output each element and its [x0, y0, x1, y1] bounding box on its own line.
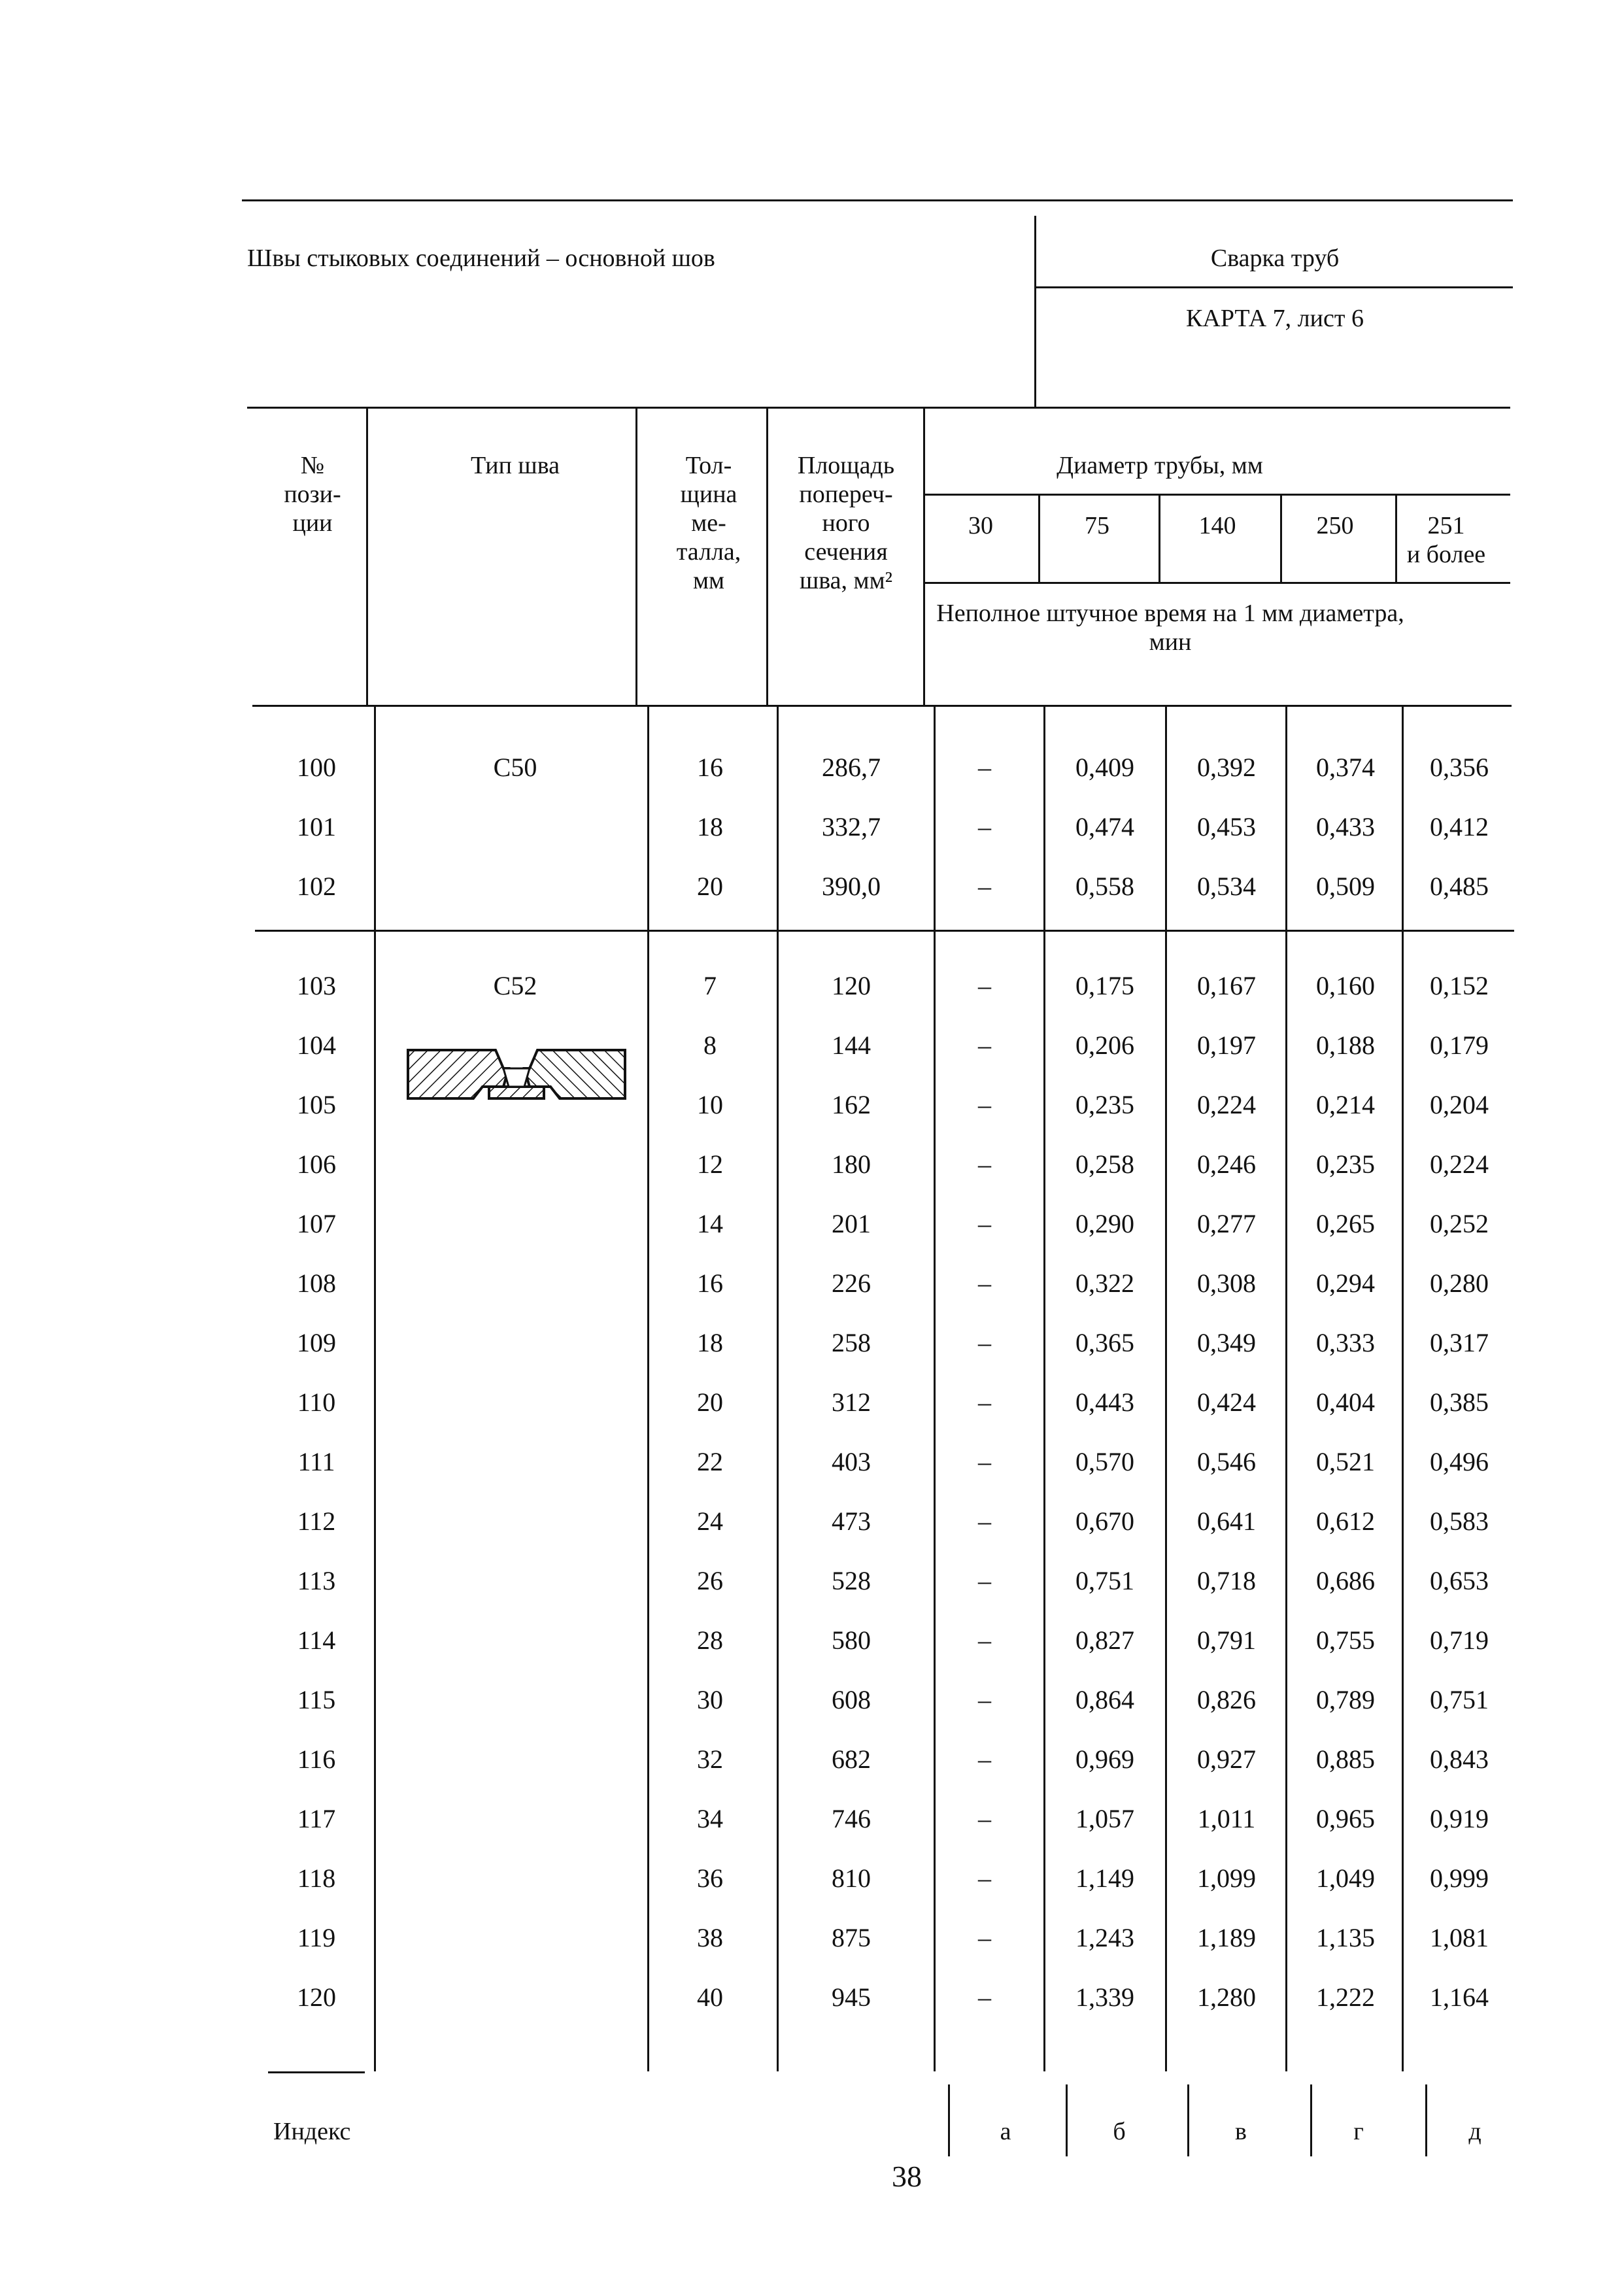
col-d30: 30	[968, 512, 993, 539]
row-area: 226	[832, 1268, 871, 1298]
row-thickness: 16	[697, 1268, 723, 1298]
index-value: д	[1468, 2118, 1481, 2145]
row-thickness: 8	[703, 1030, 717, 1060]
index-divider	[1425, 2084, 1427, 2156]
row-d75: 0,558	[1075, 872, 1134, 901]
col-d75: 75	[1085, 512, 1109, 539]
row-area: 528	[832, 1566, 871, 1595]
row-d251: 0,356	[1430, 753, 1489, 782]
row-position: 102	[297, 872, 336, 901]
row-d75: 1,243	[1075, 1923, 1134, 1952]
row-thickness: 18	[697, 1328, 723, 1357]
index-divider	[948, 2084, 950, 2156]
row-d140: 0,641	[1197, 1506, 1256, 1536]
row-d140: 1,011	[1197, 1804, 1256, 1833]
row-d251: 0,412	[1430, 812, 1489, 842]
row-d251: 0,204	[1430, 1090, 1489, 1119]
row-position: 103	[297, 971, 336, 1000]
row-d140: 0,546	[1197, 1447, 1256, 1476]
row-area: 403	[832, 1447, 871, 1476]
index-value: а	[1000, 2118, 1011, 2145]
column-rule	[635, 407, 637, 705]
row-d140: 0,246	[1197, 1149, 1256, 1179]
col-thickness-header: мм	[692, 567, 725, 594]
row-d140: 0,927	[1197, 1744, 1256, 1774]
row-d30: –	[978, 1090, 991, 1119]
row-d251: 0,719	[1430, 1625, 1489, 1655]
column-rule	[374, 705, 376, 2071]
row-d140: 1,099	[1197, 1863, 1256, 1893]
row-position: 119	[297, 1923, 336, 1952]
table-top-rule	[247, 407, 1510, 409]
row-d75: 0,258	[1075, 1149, 1134, 1179]
column-rule	[1285, 705, 1287, 2071]
row-d251: 0,583	[1430, 1506, 1489, 1536]
row-d251: 0,252	[1430, 1209, 1489, 1238]
row-d251: 0,385	[1430, 1387, 1489, 1417]
row-d30: –	[978, 1268, 991, 1298]
row-d250: 0,404	[1316, 1387, 1375, 1417]
row-d140: 0,424	[1197, 1387, 1256, 1417]
col-position-header: №	[300, 452, 325, 479]
col-area-header: шва, мм²	[799, 567, 893, 594]
row-d75: 0,670	[1075, 1506, 1134, 1536]
column-rule	[934, 705, 936, 2071]
row-d250: 0,965	[1316, 1804, 1375, 1833]
row-d250: 1,222	[1316, 1982, 1375, 2012]
row-d30: –	[978, 1328, 991, 1357]
row-d251: 0,999	[1430, 1863, 1489, 1893]
row-area: 286,7	[822, 753, 881, 782]
row-d250: 0,160	[1316, 971, 1375, 1000]
row-position: 105	[297, 1090, 336, 1119]
col-area-header: сечения	[804, 538, 888, 566]
row-thickness: 16	[697, 753, 723, 782]
row-d75: 0,864	[1075, 1685, 1134, 1714]
index-divider	[1187, 2084, 1189, 2156]
row-d30: –	[978, 1804, 991, 1833]
row-position: 118	[297, 1863, 336, 1893]
row-d75: 0,365	[1075, 1328, 1134, 1357]
row-d251: 0,224	[1430, 1149, 1489, 1179]
row-d30: –	[978, 1982, 991, 2012]
weld-type-label: С52	[493, 971, 537, 1000]
row-thickness: 10	[697, 1090, 723, 1119]
row-area: 162	[832, 1090, 871, 1119]
col-time-header: мин	[1149, 628, 1192, 656]
row-thickness: 12	[697, 1149, 723, 1179]
row-area: 390,0	[822, 872, 881, 901]
row-d250: 0,188	[1316, 1030, 1375, 1060]
col-position-header: ции	[292, 509, 333, 537]
row-d251: 0,496	[1430, 1447, 1489, 1476]
column-rule	[1402, 705, 1404, 2071]
row-d30: –	[978, 1566, 991, 1595]
row-position: 117	[297, 1804, 336, 1833]
table-bottom-rule	[268, 2071, 365, 2073]
row-d250: 0,333	[1316, 1328, 1375, 1357]
column-rule	[1165, 705, 1167, 2071]
row-area: 875	[832, 1923, 871, 1952]
row-area: 258	[832, 1328, 871, 1357]
diameter-subcol-divider	[1395, 496, 1397, 582]
row-d250: 0,214	[1316, 1090, 1375, 1119]
row-d140: 0,826	[1197, 1685, 1256, 1714]
row-thickness: 7	[703, 971, 717, 1000]
row-d75: 0,175	[1075, 971, 1134, 1000]
row-d251: 0,919	[1430, 1804, 1489, 1833]
row-thickness: 20	[697, 872, 723, 901]
row-d75: 1,149	[1075, 1863, 1134, 1893]
row-d250: 0,885	[1316, 1744, 1375, 1774]
row-position: 110	[297, 1387, 336, 1417]
row-d30: –	[978, 872, 991, 901]
row-d250: 0,686	[1316, 1566, 1375, 1595]
col-d140: 140	[1198, 512, 1236, 539]
row-area: 580	[832, 1625, 871, 1655]
row-thickness: 32	[697, 1744, 723, 1774]
row-position: 101	[297, 812, 336, 842]
col-thickness-header: Тол-	[685, 452, 732, 479]
row-d251: 0,653	[1430, 1566, 1489, 1595]
col-diameter-header: Диаметр трубы, мм	[1057, 452, 1263, 479]
row-thickness: 36	[697, 1863, 723, 1893]
row-area: 312	[832, 1387, 871, 1417]
row-d250: 0,612	[1316, 1506, 1375, 1536]
row-area: 682	[832, 1744, 871, 1774]
index-label: Индекс	[273, 2118, 351, 2145]
row-d75: 0,409	[1075, 753, 1134, 782]
row-d30: –	[978, 971, 991, 1000]
row-d30: –	[978, 1447, 991, 1476]
row-d75: 0,969	[1075, 1744, 1134, 1774]
row-d30: –	[978, 1923, 991, 1952]
row-d30: –	[978, 1863, 991, 1893]
row-d75: 0,570	[1075, 1447, 1134, 1476]
row-position: 111	[297, 1447, 335, 1476]
row-d251: 1,081	[1430, 1923, 1489, 1952]
row-position: 116	[297, 1744, 336, 1774]
row-d251: 0,843	[1430, 1744, 1489, 1774]
index-divider	[1310, 2084, 1312, 2156]
diameter-subcol-divider	[1038, 496, 1040, 582]
header-mid-rule	[1036, 286, 1513, 288]
row-position: 106	[297, 1149, 336, 1179]
index-value: г	[1353, 2118, 1364, 2145]
row-d251: 0,179	[1430, 1030, 1489, 1060]
row-d30: –	[978, 812, 991, 842]
index-value: в	[1235, 2118, 1247, 2145]
row-d250: 0,509	[1316, 872, 1375, 901]
row-thickness: 18	[697, 812, 723, 842]
section-title: Швы стыковых соединений – основной шов	[247, 245, 715, 272]
row-d250: 1,135	[1316, 1923, 1375, 1952]
row-position: 115	[297, 1685, 336, 1714]
row-position: 100	[297, 753, 336, 782]
column-rule	[647, 705, 649, 2071]
col-position-header: пози-	[284, 481, 341, 508]
row-d30: –	[978, 1149, 991, 1179]
col-thickness-header: щина	[680, 481, 737, 508]
row-area: 120	[832, 971, 871, 1000]
row-d75: 0,827	[1075, 1625, 1134, 1655]
row-d30: –	[978, 1744, 991, 1774]
row-d140: 0,308	[1197, 1268, 1256, 1298]
header-bottom-rule	[252, 705, 1512, 707]
row-d75: 0,206	[1075, 1030, 1134, 1060]
row-d250: 0,789	[1316, 1685, 1375, 1714]
row-d250: 0,235	[1316, 1149, 1375, 1179]
col-time-header: Неполное штучное время на 1 мм диаметра,	[936, 600, 1404, 627]
row-d251: 1,164	[1430, 1982, 1489, 2012]
diameter-rule	[923, 494, 1510, 496]
row-d140: 0,349	[1197, 1328, 1256, 1357]
row-d140: 0,392	[1197, 753, 1256, 782]
column-rule	[366, 407, 368, 705]
row-thickness: 22	[697, 1447, 723, 1476]
col-d250: 250	[1316, 512, 1354, 539]
col-area-header: ного	[822, 509, 870, 537]
col-thickness-header: талла,	[676, 538, 741, 566]
col-area-header: попереч-	[799, 481, 893, 508]
row-d250: 0,433	[1316, 812, 1375, 842]
row-d75: 0,443	[1075, 1387, 1134, 1417]
col-type-header: Тип шва	[470, 452, 560, 479]
row-position: 120	[297, 1982, 336, 2012]
top-rule	[242, 199, 1513, 201]
diameter-subcol-divider	[1280, 496, 1282, 582]
row-d250: 0,294	[1316, 1268, 1375, 1298]
weld-type-label: С50	[493, 753, 537, 782]
row-area: 608	[832, 1685, 871, 1714]
row-thickness: 34	[697, 1804, 723, 1833]
row-d251: 0,317	[1430, 1328, 1489, 1357]
row-d30: –	[978, 753, 991, 782]
row-d140: 0,167	[1197, 971, 1256, 1000]
row-d30: –	[978, 1387, 991, 1417]
row-d75: 0,235	[1075, 1090, 1134, 1119]
col-d251: 251	[1427, 512, 1465, 539]
row-area: 201	[832, 1209, 871, 1238]
row-thickness: 28	[697, 1625, 723, 1655]
row-d30: –	[978, 1506, 991, 1536]
row-d251: 0,152	[1430, 971, 1489, 1000]
row-d250: 0,265	[1316, 1209, 1375, 1238]
row-d75: 1,057	[1075, 1804, 1134, 1833]
row-d140: 1,189	[1197, 1923, 1256, 1952]
row-d140: 0,277	[1197, 1209, 1256, 1238]
row-position: 113	[297, 1566, 336, 1595]
row-area: 746	[832, 1804, 871, 1833]
col-thickness-header: ме-	[691, 509, 726, 537]
row-position: 109	[297, 1328, 336, 1357]
row-thickness: 24	[697, 1506, 723, 1536]
page-number: 38	[892, 2160, 922, 2193]
row-area: 473	[832, 1506, 871, 1536]
card-category: Сварка труб	[1210, 245, 1340, 272]
col-area-header: Площадь	[797, 452, 895, 479]
row-d140: 0,197	[1197, 1030, 1256, 1060]
card-number: КАРТА 7, лист 6	[1186, 305, 1364, 332]
row-d251: 0,751	[1430, 1685, 1489, 1714]
row-thickness: 26	[697, 1566, 723, 1595]
row-d250: 1,049	[1316, 1863, 1375, 1893]
row-area: 945	[832, 1982, 871, 2012]
row-d30: –	[978, 1030, 991, 1060]
row-position: 114	[297, 1625, 336, 1655]
row-d251: 0,280	[1430, 1268, 1489, 1298]
row-d140: 0,453	[1197, 812, 1256, 842]
row-d250: 0,374	[1316, 753, 1375, 782]
row-d140: 0,534	[1197, 872, 1256, 901]
diameter-subcol-divider	[1159, 496, 1160, 582]
row-position: 108	[297, 1268, 336, 1298]
group-separator	[255, 930, 1514, 932]
row-thickness: 20	[697, 1387, 723, 1417]
row-area: 810	[832, 1863, 871, 1893]
row-d140: 0,224	[1197, 1090, 1256, 1119]
row-d30: –	[978, 1209, 991, 1238]
weld-joint-diagram	[405, 1046, 628, 1101]
row-d140: 0,718	[1197, 1566, 1256, 1595]
row-area: 180	[832, 1149, 871, 1179]
row-position: 107	[297, 1209, 336, 1238]
row-d250: 0,521	[1316, 1447, 1375, 1476]
diameter-sub-rule	[923, 582, 1510, 584]
row-d140: 0,791	[1197, 1625, 1256, 1655]
row-d250: 0,755	[1316, 1625, 1375, 1655]
column-rule	[1043, 705, 1045, 2071]
row-d75: 0,322	[1075, 1268, 1134, 1298]
header-divider	[1034, 216, 1036, 407]
row-position: 112	[297, 1506, 336, 1536]
row-position: 104	[297, 1030, 336, 1060]
column-rule	[766, 407, 768, 705]
row-d140: 1,280	[1197, 1982, 1256, 2012]
row-d30: –	[978, 1625, 991, 1655]
col-d251: и более	[1406, 541, 1486, 568]
row-thickness: 38	[697, 1923, 723, 1952]
row-thickness: 14	[697, 1209, 723, 1238]
index-value: б	[1113, 2118, 1126, 2145]
column-rule	[777, 705, 779, 2071]
row-d251: 0,485	[1430, 872, 1489, 901]
row-area: 332,7	[822, 812, 881, 842]
row-d75: 0,751	[1075, 1566, 1134, 1595]
row-d75: 0,474	[1075, 812, 1134, 842]
row-d75: 0,290	[1075, 1209, 1134, 1238]
index-divider	[1066, 2084, 1068, 2156]
column-rule	[923, 407, 925, 705]
row-d30: –	[978, 1685, 991, 1714]
row-thickness: 40	[697, 1982, 723, 2012]
row-area: 144	[832, 1030, 871, 1060]
row-thickness: 30	[697, 1685, 723, 1714]
row-d75: 1,339	[1075, 1982, 1134, 2012]
